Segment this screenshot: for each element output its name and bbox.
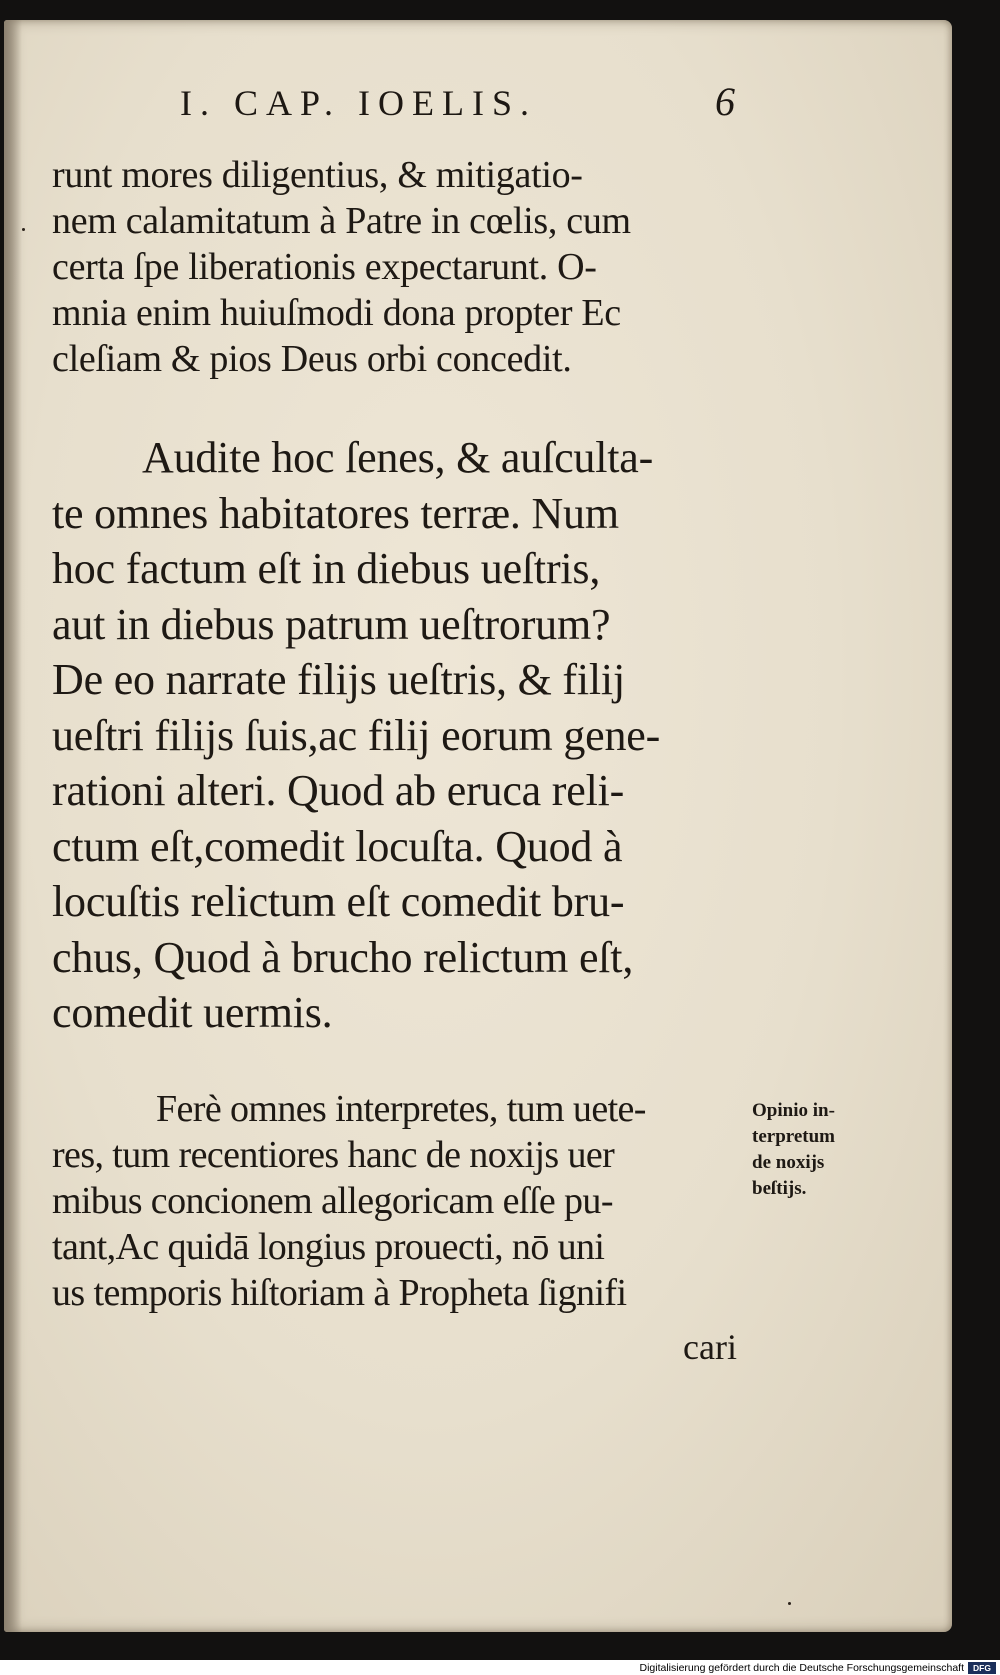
text-line: tant,Ac quidā longius prouecti, nō uni bbox=[52, 1226, 605, 1268]
text-line: cleſiam & pios Deus orbi concedit. bbox=[52, 338, 572, 380]
marginal-note-line: de noxijs bbox=[752, 1152, 825, 1173]
text-line: us temporis hiſtoriam à Propheta ſignifi bbox=[52, 1272, 627, 1314]
text-line: aut in diebus patrum ueſtrorum? bbox=[52, 599, 611, 649]
ink-speck bbox=[22, 228, 25, 231]
paragraph-1 bbox=[52, 152, 752, 382]
text-line: chus, Quod à brucho relictum eſt, bbox=[52, 932, 634, 982]
text-line: mibus concionem allegoricam eſſe pu- bbox=[52, 1180, 613, 1222]
text-line: runt mores diligentius, & mitigatio- bbox=[52, 154, 583, 196]
scripture-passage bbox=[52, 430, 752, 1041]
text-line: nem calamitatum à Patre in cœlis, cum bbox=[52, 200, 631, 242]
text-line: certa ſpe liberationis expectarunt. O- bbox=[52, 246, 597, 288]
marginal-note-line: terpretum bbox=[752, 1126, 836, 1147]
text-line: ctum eſt,comedit locuſta. Quod à bbox=[52, 821, 623, 871]
page-gutter-shadow bbox=[4, 20, 22, 1632]
footer-bar bbox=[0, 1660, 1000, 1675]
text-line: ueſtri filijs ſuis,ac filij eorum gene- bbox=[52, 710, 661, 760]
marginal-note bbox=[752, 1098, 892, 1202]
text-line: te omnes habitatores terræ. Num bbox=[52, 488, 619, 538]
commentary-paragraph bbox=[52, 1086, 752, 1316]
text-line: rationi alteri. Quod ab eruca reli- bbox=[52, 766, 625, 815]
running-head-title: I. CAP. IOELIS. bbox=[180, 83, 538, 123]
marginal-note-line: Opinio in- bbox=[752, 1100, 835, 1121]
text-line: Ferè omnes interpretes, tum uete- bbox=[156, 1088, 646, 1130]
text-line: Audite hoc ſenes, & auſculta- bbox=[142, 433, 654, 482]
text-line: De eo narrate filijs ueſtris, & filij bbox=[52, 655, 625, 704]
folio-number: 6 bbox=[715, 79, 735, 124]
text-line: hoc factum eſt in diebus ueſtris, bbox=[52, 544, 601, 593]
text-line: locuſtis relictum eſt comedit bru- bbox=[52, 877, 625, 926]
marginal-note-line: beſtijs. bbox=[752, 1178, 807, 1199]
digitization-credit: Digitalisierung gefördert durch die Deutsche Forschungsgemeinschaft bbox=[639, 1662, 964, 1674]
text-line: mnia enim huiuſmodi dona propter Ec bbox=[52, 292, 621, 334]
text-line: comedit uermis. bbox=[52, 988, 333, 1037]
ink-speck bbox=[788, 1602, 791, 1605]
text-line: res, tum recentiores hanc de noxijs uer bbox=[52, 1134, 615, 1176]
catchword: cari bbox=[683, 1327, 737, 1367]
running-head bbox=[60, 79, 760, 132]
dfg-logo: DFG bbox=[968, 1662, 996, 1674]
